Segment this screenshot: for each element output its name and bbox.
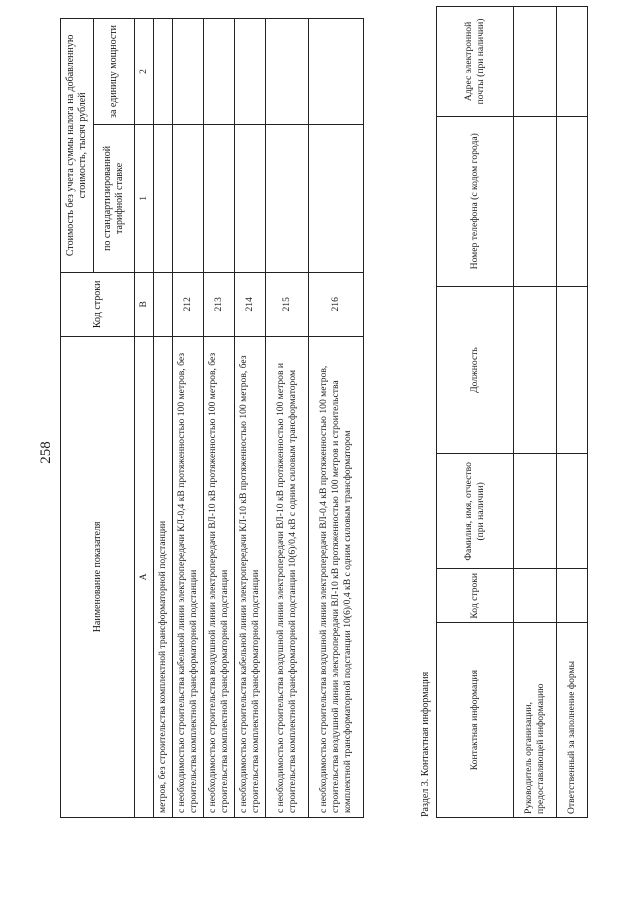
- contact-header-fio: Фамилия, имя, отчество (при наличии): [437, 454, 514, 569]
- row-value-1: [154, 124, 173, 272]
- letter-a: А: [135, 336, 154, 817]
- letter-c1: 1: [135, 124, 154, 272]
- row-name: с необходимостью строительства кабельной линии электропередачи КЛ-0,4 кВ протяженностью 100 метров, без строительства комплектной трансформаторной подстанции: [173, 336, 204, 817]
- row-value-2: [235, 19, 266, 125]
- row-value-2: [204, 19, 235, 125]
- row-name: с необходимостью строительства воздушной линии электропередачи ВЛ-10 кВ протяженностью 100 метров и строительства комплектной трансформаторной подстанции 10(6)/0,4 кВ с одним силовым трансформатором: [266, 336, 309, 817]
- table-row: [173, 19, 204, 818]
- contact-cell: [557, 286, 588, 454]
- contact-cell: [514, 116, 557, 286]
- page-number: 258: [38, 441, 54, 464]
- contact-cell: [557, 7, 588, 117]
- row-value-1: [173, 124, 204, 272]
- contact-row-info: Руководитель организации, предоставляющей информацию: [514, 623, 557, 818]
- header-name: Наименование показателя: [61, 336, 135, 817]
- table-row: [266, 19, 309, 818]
- contact-cell: [557, 454, 588, 569]
- row-code: 213: [204, 272, 235, 336]
- letter-c2: 2: [135, 19, 154, 125]
- contact-header-position: Должность: [437, 286, 514, 454]
- header-cost-group: Стоимость без учета суммы налога на добавленную стоимость, тысяч рублей: [61, 19, 94, 273]
- contact-table: [436, 6, 588, 818]
- contact-header-email: Адрес электронной почты (при наличии): [437, 7, 514, 117]
- row-name: метров, без строительства комплектной трансформаторной подстанции: [154, 336, 173, 817]
- table-row: [557, 7, 588, 818]
- row-name: с необходимостью строительства кабельной линии электропередачи КЛ-10 кВ протяженностью 100 метров, без строительства комплектной трансформаторной подстанции: [235, 336, 266, 817]
- table-row: [154, 19, 173, 818]
- letter-b: В: [135, 272, 154, 336]
- header-per-unit: за единицу мощности: [94, 19, 135, 125]
- table-row: [309, 19, 364, 818]
- table-row: [204, 19, 235, 818]
- contact-cell: [514, 569, 557, 623]
- contact-header-code: Код строки: [437, 569, 514, 623]
- contact-header-phone: Номер телефона (с кодом города): [437, 116, 514, 286]
- row-code: 214: [235, 272, 266, 336]
- contact-cell: [514, 454, 557, 569]
- section-3-title: Раздел 3. Контактная информация: [420, 671, 431, 817]
- contact-cell: [557, 569, 588, 623]
- row-name: с необходимостью строительства воздушной линии электропередачи ВЛ-10 кВ протяженностью 100 метров, без строительства комплектной трансформаторной подстанции: [204, 336, 235, 817]
- row-code: 215: [266, 272, 309, 336]
- row-value-1: [266, 124, 309, 272]
- row-code: 212: [173, 272, 204, 336]
- row-value-1: [309, 124, 364, 272]
- row-value-1: [235, 124, 266, 272]
- contact-cell: [557, 116, 588, 286]
- contact-row-info: Ответственный за заполнение формы: [557, 623, 588, 818]
- contact-cell: [514, 7, 557, 117]
- table-row: [235, 19, 266, 818]
- row-value-1: [204, 124, 235, 272]
- row-name: с необходимостью строительства воздушной линии электропередачи ВЛ-0,4 кВ протяженностью 100 метров, строительства воздушной линии электропередачи ВЛ-10 кВ протяженностью 100 метров и строительства комплектной трансформаторной подстанции 10(6)/0,4 кВ с одним силовым трансформатором: [309, 336, 364, 817]
- header-code: Код строки: [61, 272, 135, 336]
- header-by-tariff: по стандартизированной тарифной ставке: [94, 124, 135, 272]
- contact-cell: [514, 286, 557, 454]
- cost-table: [60, 18, 364, 818]
- row-code: [154, 272, 173, 336]
- row-value-2: [173, 19, 204, 125]
- table-row: [514, 7, 557, 818]
- row-value-2: [309, 19, 364, 125]
- row-value-2: [266, 19, 309, 125]
- row-value-2: [154, 19, 173, 125]
- contact-header-info: Контактная информация: [437, 623, 514, 818]
- row-code: 216: [309, 272, 364, 336]
